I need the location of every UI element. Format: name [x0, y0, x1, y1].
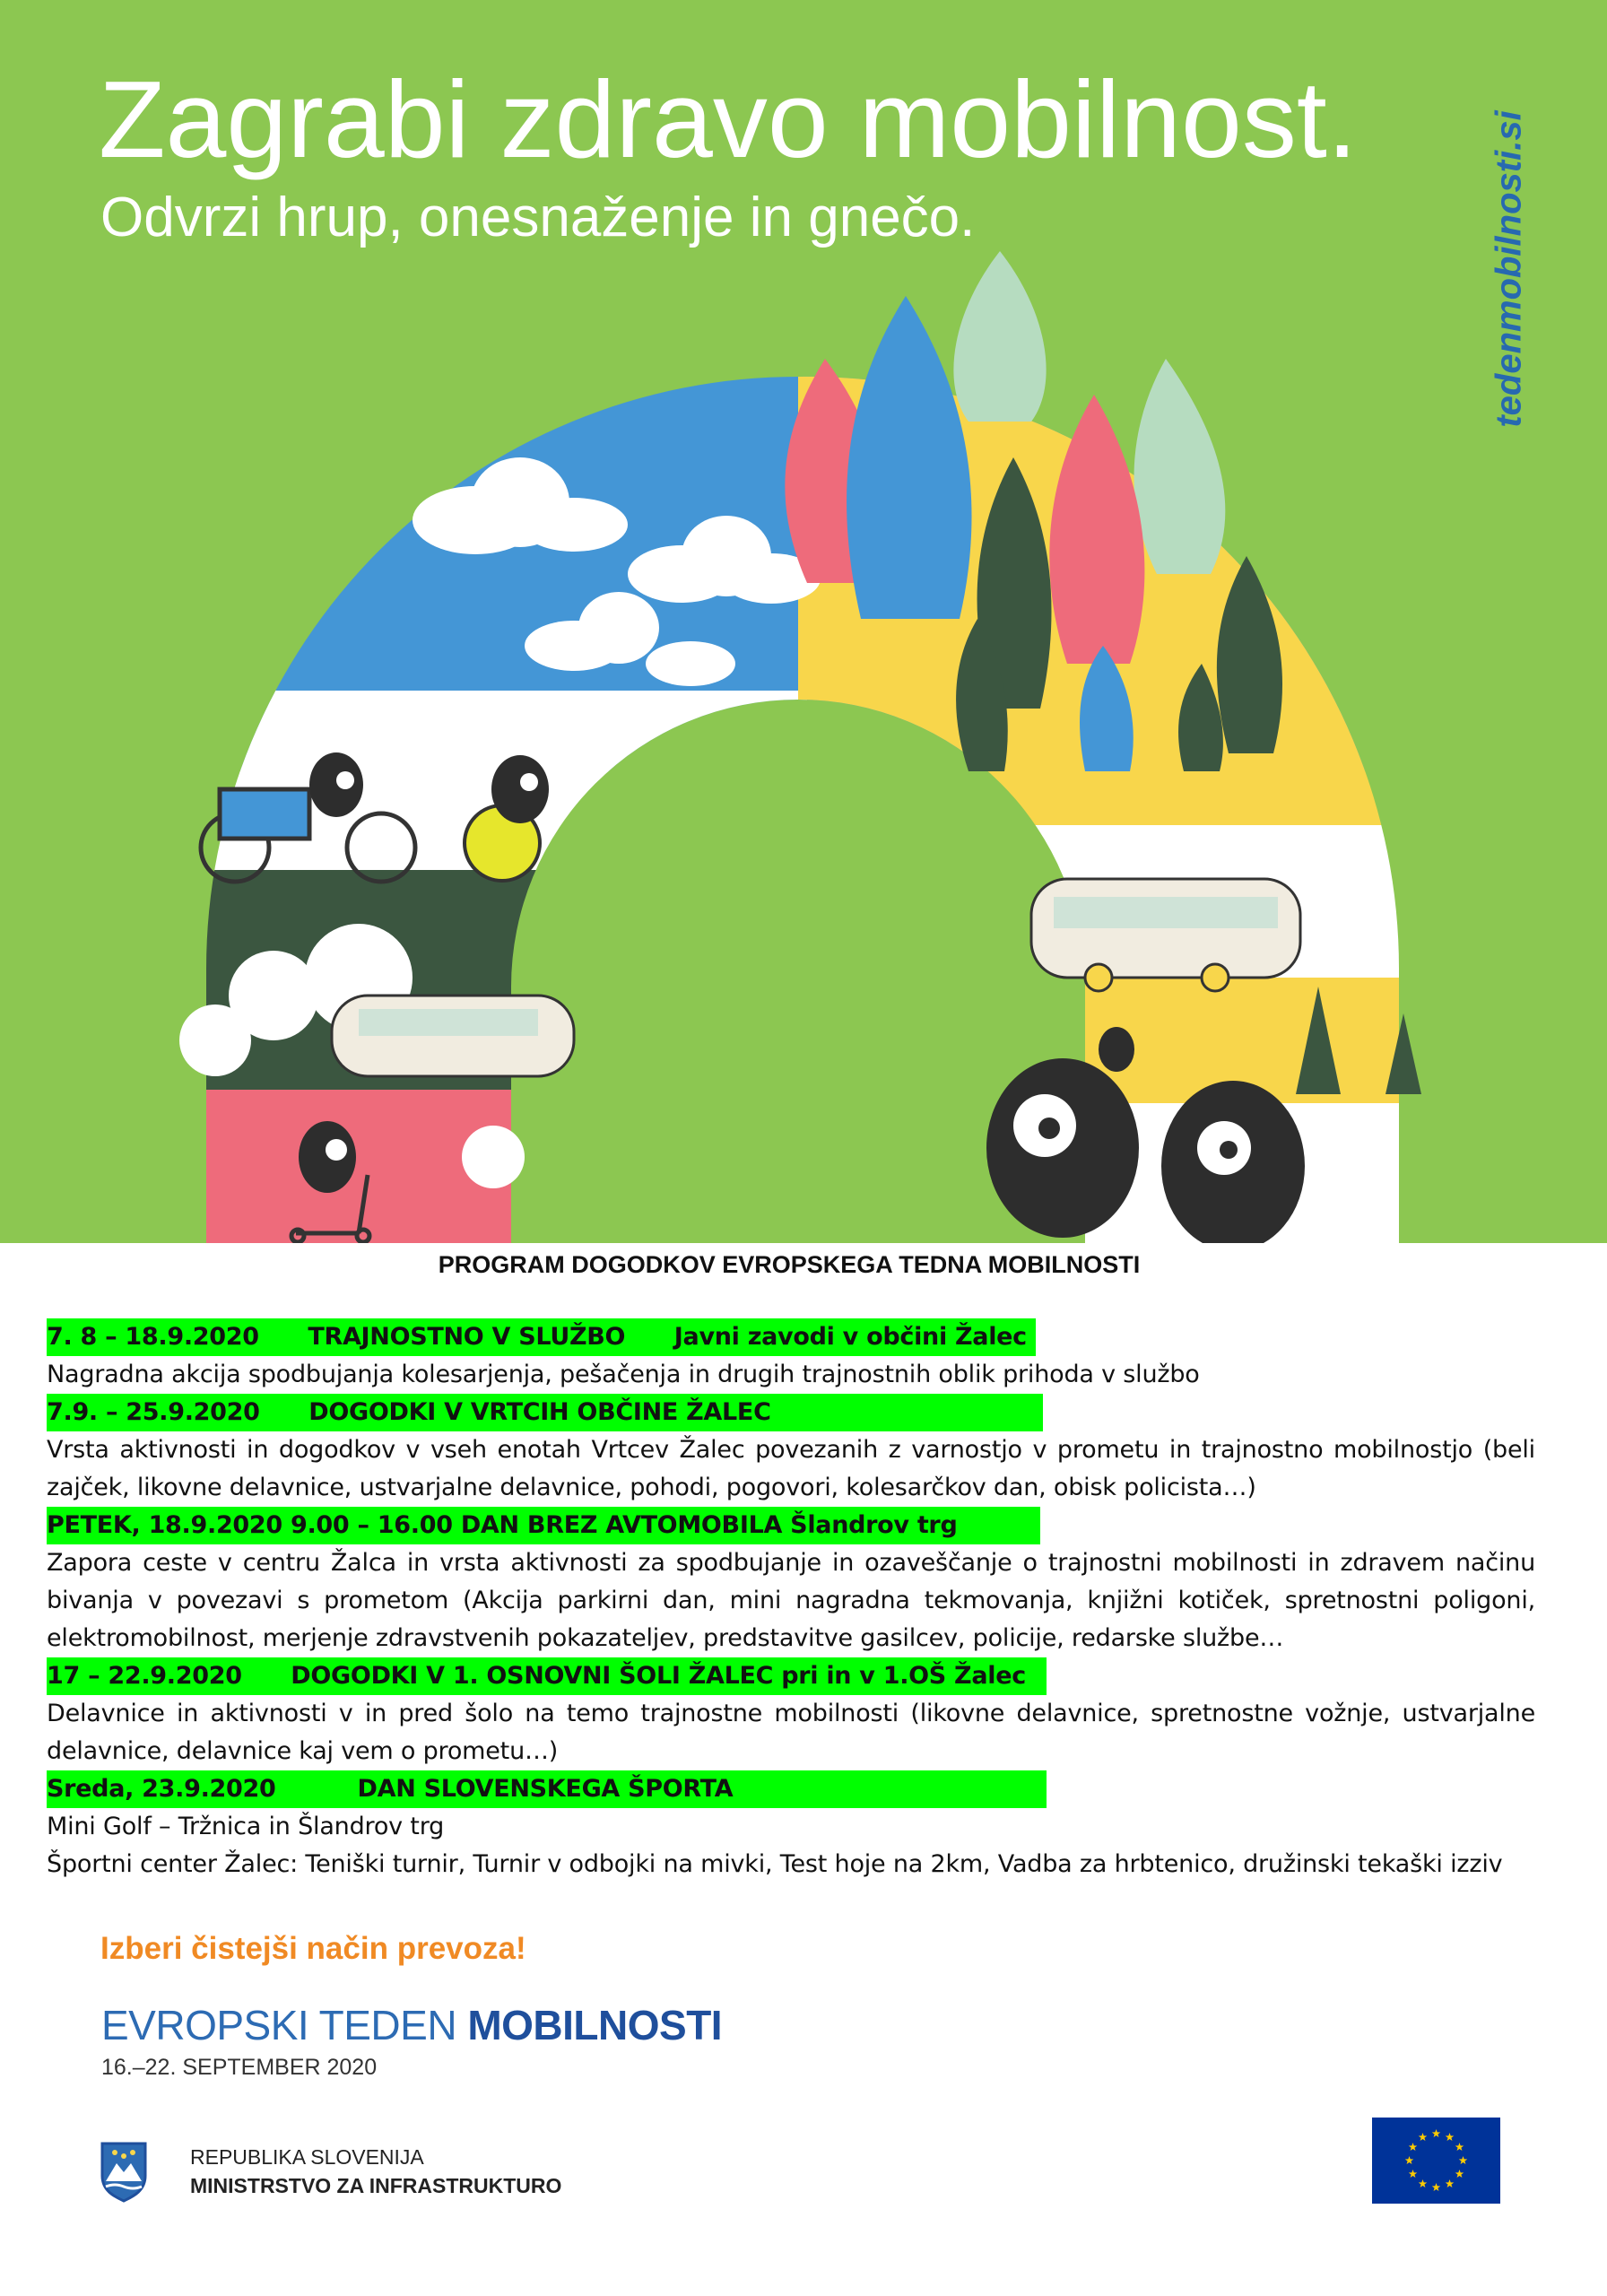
campaign-logo-title — [101, 2001, 722, 2049]
event-description-text: Mini Golf – Tržnica in Šlandrov trg — [47, 1813, 445, 1840]
program-title: PROGRAM DOGODKOV EVROPSKEGA TEDNA MOBILNOSTI — [438, 1251, 1141, 1278]
poster-subheadline: Odvrzi hrup, onesnaženje in gnečo. — [100, 187, 976, 248]
event-item — [47, 1657, 1535, 1770]
event-header: PETEK, 18.9.2020 9.00 – 16.00 DAN BREZ AVTOMOBILA Šlandrov trg — [47, 1507, 1040, 1544]
ministry-country: REPUBLIKA SLOVENIJA — [190, 2145, 424, 2169]
ministry-name: MINISTRSTVO ZA INFRASTRUKTURO — [190, 2174, 562, 2197]
campaign-title-prefix: EVROPSKI TEDEN — [101, 2002, 468, 2048]
poster-headline: Zagrabi zdravo mobilnost. — [99, 58, 1358, 180]
event-description-text: Delavnice in aktivnosti v in pred šolo na temo trajnostne mobilnosti (likovne delavnice, spretnostne vožnje, ustvarjalne delavnice, delavnice kaj vem o prometu…) — [47, 1700, 1535, 1765]
slovenia-crest-icon — [99, 2140, 149, 2203]
bus — [1031, 879, 1300, 991]
event-description-text: Športni center Žalec: Teniški turnir, Turnir v odbojki na mivki, Test hoje na 2km, Vadba za hrbtenico, družinski tekaški izziv — [47, 1850, 1503, 1878]
website-url-text[interactable]: tedenmobilnosti.si — [1489, 110, 1529, 428]
tram — [332, 996, 574, 1076]
eu-flag-icon — [1372, 2118, 1500, 2204]
event-item — [47, 1507, 1535, 1657]
events-list — [47, 1318, 1535, 1883]
event-description-text: Zapora ceste v centru Žalca in vrsta aktivnosti za spodbujanje in ozaveščanje o trajnostni mobilnosti in zdravem načinu bivanja v povezavi s prometom (Akcija parkirni dan, mini nagradna tekmovanja, knjižni kotiček, spretnostni poligoni, elektromobilnost, merjenje zdravstvenih pokazateljev, predstavitve gasilcev, policije, redarske službe… — [47, 1549, 1535, 1652]
campaign-title-bold: MOBILNOSTI — [467, 2002, 723, 2048]
event-header: Sreda, 23.9.2020 DAN SLOVENSKEGA ŠPORTA — [47, 1770, 1047, 1808]
website-url[interactable] — [1487, 85, 1532, 453]
event-item — [47, 1318, 1535, 1394]
event-description — [47, 1431, 1535, 1507]
slogan: Izberi čistejši način prevoza! — [100, 1931, 526, 1966]
event-item — [47, 1394, 1535, 1507]
event-description-text: Nagradna akcija spodbujanja kolesarjenja, pešačenja in drugih trajnostnih oblik prihoda v službo — [47, 1361, 1200, 1388]
event-description — [47, 1695, 1535, 1770]
event-description — [47, 1808, 1535, 1883]
event-item — [47, 1770, 1535, 1883]
event-description — [47, 1356, 1535, 1394]
event-description — [47, 1544, 1535, 1657]
event-description-text: Vrsta aktivnosti in dogodkov v vseh enotah Vrtcev Žalec povezanih z varnostjo v prometu in trajnostno mobilnostjo (beli zajček, likovne delavnice, ustvarjalne delavnice, pohodi, pogovori, kolesarčkov dan, obisk policista…) — [47, 1436, 1535, 1501]
event-header: 17 – 22.9.2020 DOGODKI V 1. OSNOVNI ŠOLI ŽALEC pri in v 1.OŠ Žalec — [47, 1657, 1047, 1695]
event-header: 7. 8 – 18.9.2020 TRAJNOSTNO V SLUŽBO Javni zavodi v občini Žalec — [47, 1318, 1036, 1356]
campaign-dates: 16.–22. SEPTEMBER 2020 — [101, 2055, 378, 2080]
event-header: 7.9. – 25.9.2020 DOGODKI V VRTCIH OBČINE ŽALEC — [47, 1394, 1043, 1431]
